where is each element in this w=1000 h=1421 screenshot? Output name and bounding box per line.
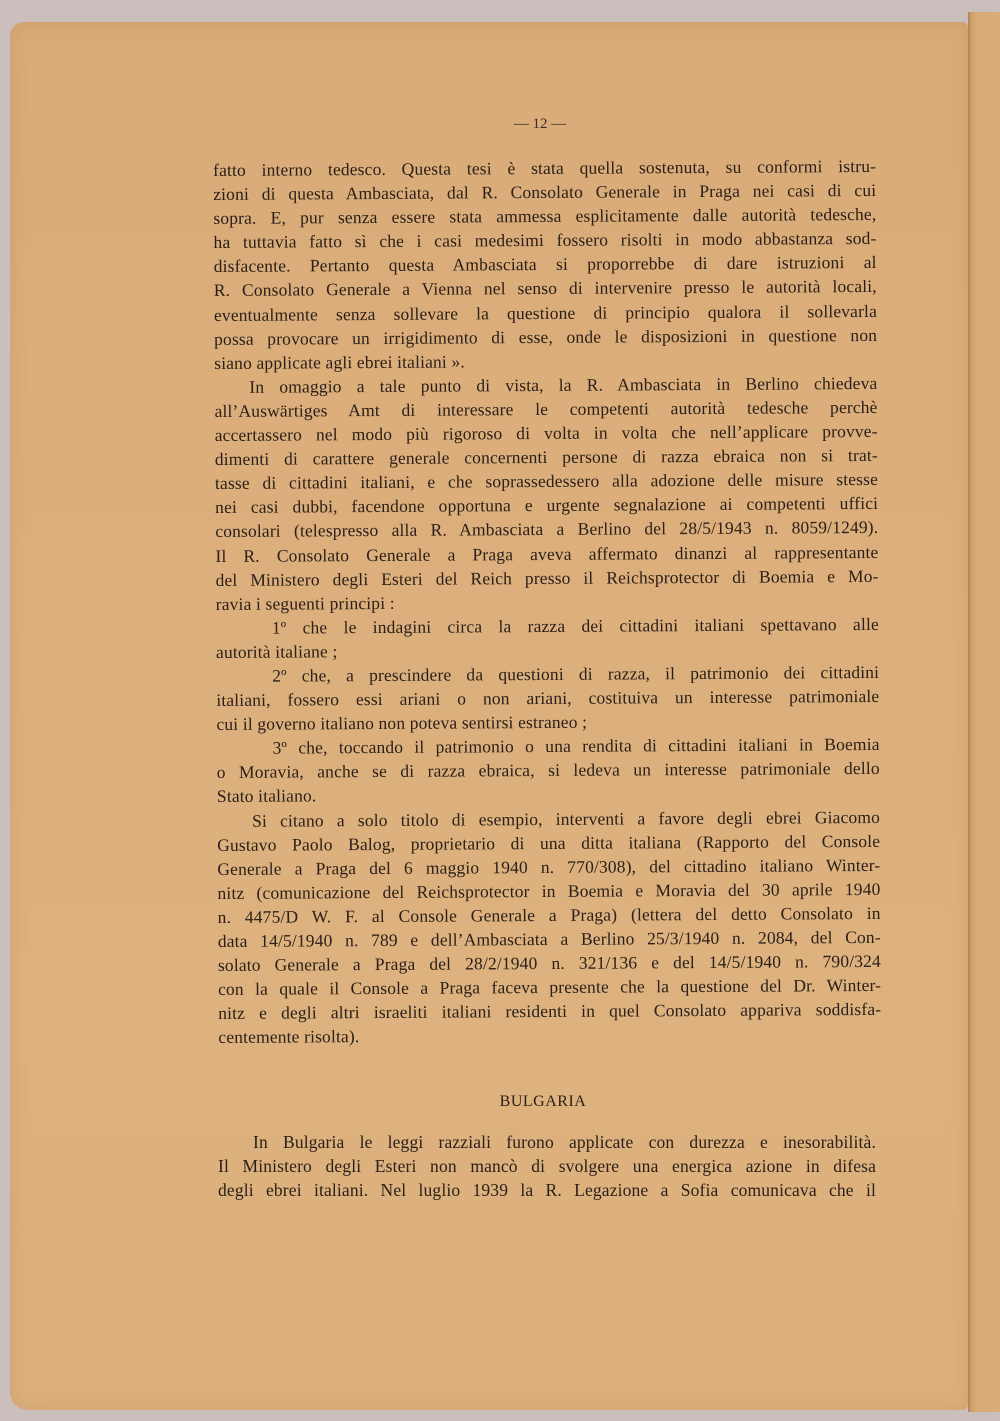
body-text	[213, 154, 881, 1050]
text-line: eventualmente senza sollevare la questione di principio qualora il sollevarla	[213, 300, 878, 325]
text-line: In omaggio a tale punto di vista, la R. Ambasciata in Berlino chiedeva	[249, 372, 878, 397]
section-heading: BULGARIA	[499, 1093, 587, 1110]
section-text	[218, 1130, 876, 1202]
text-line: R. Consolato Generale a Vienna nel senso di intervenire presso le autorità locali,	[213, 276, 877, 301]
text-line: o Moravia, anche se di razza ebraica, si ledeva un interesse patrimoniale dello	[216, 758, 880, 783]
text-line: accertassero nel modo più rigoroso di volta in volta che nell’applicare provve-	[214, 420, 878, 446]
text-line: con la quale il Console a Praga faceva presente che la questione del Dr. Winter-	[218, 975, 882, 1000]
text-line: ravia i seguenti principi :	[215, 592, 395, 614]
text-line: consolari (telespresso alla R. Ambasciata a Berlino del 28/5/1943 n. 8059/1249).	[215, 517, 879, 542]
text-line: ha tuttavia fatto sì che i casi medesimi fossero risolti in modo abbastanza sod-	[213, 228, 877, 253]
text-line: Si citano a solo titolo di esempio, interventi a favore degli ebrei Giacomo	[251, 806, 881, 831]
text-line: 1º che le indagini circa la razza dei cittadini italiani spettavano alle	[271, 613, 879, 638]
text-line: nei casi dubbi, facendone opportuna e urgente segnalazione ai competenti uffici	[215, 493, 879, 518]
text-line: centemente risolta).	[218, 1026, 360, 1048]
text-line: italiani, fossero essi ariani o non ariani, costituiva un interesse patrimoniale	[216, 686, 880, 711]
text-line: In Bulgaria le leggi razziali furono applicate con durezza e inesorabilità.	[253, 1132, 876, 1152]
text-line: nitz (comunicazione del Reichsprotector in Boemia e Moravia del 30 aprile 1940	[217, 878, 881, 903]
text-line: del Ministero degli Esteri del Reich presso il Reichsprotector di Boemia e Mo-	[215, 565, 879, 590]
text-line: autorità italiane ;	[215, 641, 338, 662]
text-line: n. 4475/D W. F. al Console Generale a Praga) (lettera del detto Consolato in	[217, 902, 881, 927]
text-line: data 14/5/1940 n. 789 e dell’Ambasciata a Berlino 25/3/1940 n. 2084, del Con-	[217, 926, 881, 951]
text-line: disfacente. Pertanto questa Ambasciata si proporrebbe di dare istruzioni al	[213, 252, 877, 277]
page-number: — 12 —	[513, 116, 567, 132]
text-line: Gustavo Paolo Balog, proprietario di una ditta italiana (Rapporto del Console	[217, 830, 881, 855]
text-line: nitz e degli altri israeliti italiani residenti in quel Consolato appariva soddisfa-	[218, 999, 882, 1024]
text-line: solato Generale a Praga del 28/2/1940 n. 321/136 e del 14/5/1940 n. 790/324	[217, 951, 881, 976]
text-line: cui il governo italiano non poteva sentirsi estraneo ;	[216, 711, 588, 735]
text-line: Il R. Consolato Generale a Praga aveva affermato dinanzi al rappresentante	[215, 541, 879, 566]
text-line: possa provocare un irrigidimento di esse, onde le disposizioni in questione non	[214, 324, 878, 349]
text-line: siano applicate agli ebrei italiani ».	[214, 351, 465, 373]
text-line: 3º che, toccando il patrimonio o una rendita di cittadini italiani in Boemia	[272, 734, 880, 758]
text-line: Stato italiano.	[216, 785, 317, 807]
text-line: Generale a Praga del 6 maggio 1940 n. 770/308), del cittadino italiano Winter-	[217, 854, 881, 879]
text-line: fatto interno tedesco. Questa tesi è stata quella sostenuta, su conformi istru-	[213, 155, 877, 180]
text-line: zioni di questa Ambasciata, dal R. Consolato Generale in Praga nei casi di cui	[213, 180, 877, 205]
text-line: 2º che, a prescindere da questioni di razza, il patrimonio dei cittadini	[272, 661, 880, 686]
text-line: tasse di cittadini italiani, e che soprassedessero alla adozione delle misure stesse	[214, 469, 879, 494]
text-line: degli ebrei italiani. Nel luglio 1939 la R. Legazione a Sofia comunicava che il	[218, 1180, 876, 1201]
text-line: sopra. E, pur senza essere stata ammessa esplicitamente dalle autorità tedesche,	[213, 204, 877, 229]
text-line: Il Ministero degli Esteri non mancò di svolgere una energica azione in difesa	[218, 1156, 876, 1177]
text-line: dimenti di carattere generale concernenti persone di razza ebraica non si trat-	[214, 445, 878, 470]
page-edge	[968, 12, 1000, 1412]
text-line: all’Auswärtiges Amt di interessare le competenti autorità tedesche perchè	[214, 396, 878, 421]
